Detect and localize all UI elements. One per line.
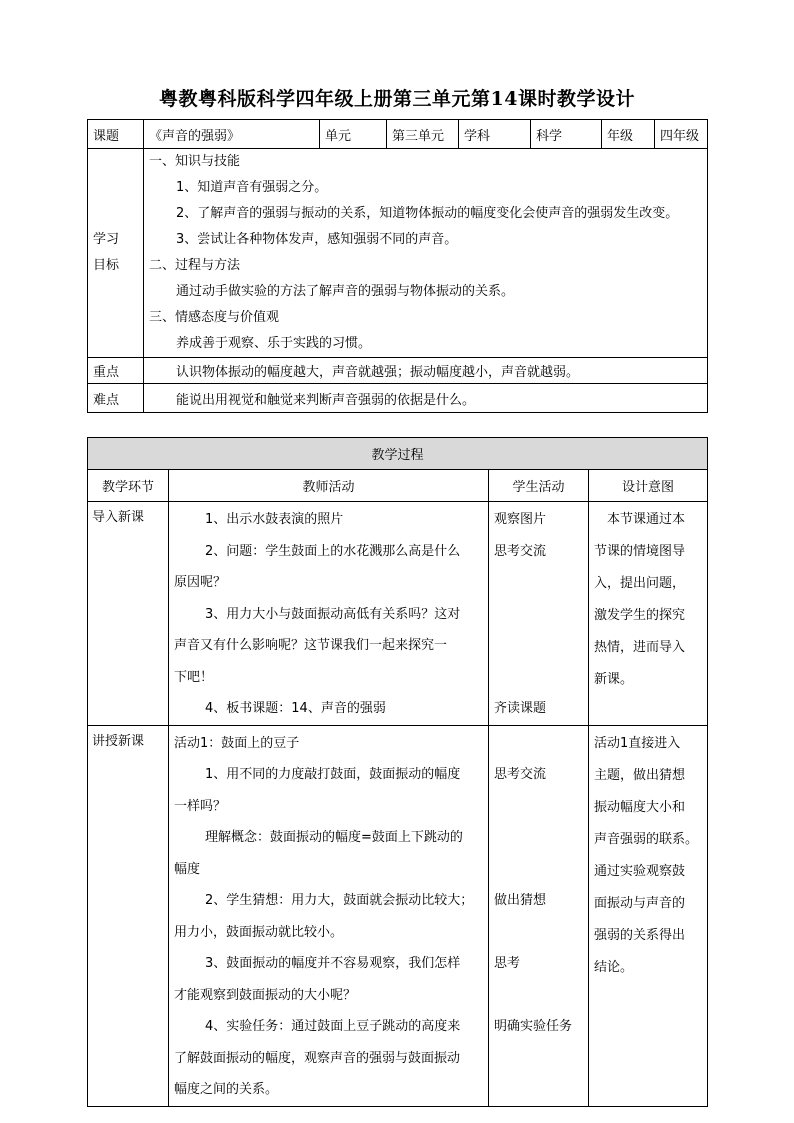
student-line [494, 917, 588, 949]
difficulty-label: 难点 [88, 384, 144, 413]
difficulty-value: 能说出用视觉和触觉来判断声音强弱的依据是什么。 [144, 384, 708, 413]
intent-line: 激发学生的探究 [594, 608, 686, 623]
intent-line: 强弱的关系得出 [594, 927, 686, 943]
unit-value: 第三单元 [387, 120, 459, 149]
teacher-line: 一样吗？ [174, 798, 227, 814]
subject-label: 学科 [459, 120, 531, 149]
intent-line: 入，提出问题， [594, 576, 686, 591]
goal-item: 养成善于观察、乐于实践的习惯。 [176, 336, 372, 351]
key-value: 认识物体振动的幅度越大，声音就越强；振动幅度越小，声音就越弱。 [144, 358, 708, 384]
teacher-line: 才能观察到鼓面振动的大小呢？ [174, 987, 357, 1003]
goal-item: 3、尝试让各种物体发声，感知强弱不同的声音。 [176, 232, 458, 247]
teacher-line: 用力小，鼓面振动就比较小。 [174, 924, 344, 940]
process-heading: 教学过程 [88, 438, 708, 470]
student-line [494, 854, 588, 886]
intro-student [489, 502, 589, 726]
col-stage-header: 教学环节 [88, 470, 169, 502]
goals-content [144, 149, 708, 358]
teacher-line: 4、实验任务：通过鼓面上豆子跳动的高度来 [205, 1019, 461, 1034]
topic-label: 课题 [88, 120, 144, 149]
page-title: 粤教粤科版科学四年级上册第三单元第14课时教学设计 [159, 88, 635, 110]
teacher-line: 3、用力大小与鼓面振动高低有关系吗？这对 [205, 606, 461, 622]
goals-label-line: 目标 [93, 258, 120, 273]
student-line [494, 1043, 588, 1075]
intent-line: 本节课通过本 [607, 512, 686, 527]
student-line [494, 662, 588, 694]
lecture-stage [88, 725, 169, 1106]
student-line [494, 980, 588, 1012]
student-line: 思考交流 [494, 543, 547, 559]
intro-stage-label: 导入新课 [92, 510, 145, 525]
student-line [494, 791, 588, 823]
intent-line: 结论。 [594, 959, 634, 975]
student-line [494, 599, 588, 631]
intent-line: 面振动与声音的 [594, 895, 686, 911]
student-line: 观察图片 [494, 512, 547, 527]
intent-line: 热情，进而导入 [594, 640, 686, 655]
student-line [494, 1074, 588, 1106]
lecture-teacher [169, 725, 489, 1106]
student-line: 明确实验任务 [494, 1019, 573, 1034]
teacher-line: 3、鼓面振动的幅度并不容易观察，我们怎样 [205, 956, 461, 971]
teacher-line: 理解概念：鼓面振动的幅度=鼓面上下跳动的 [205, 830, 463, 845]
student-line [494, 822, 588, 854]
teacher-line: 2、问题：学生鼓面上的水花溅那么高是什么 [205, 543, 461, 559]
student-line: 做出猜想 [494, 893, 547, 908]
teacher-line: 2、学生猜想：用力大，鼓面就会振动比较大； [205, 893, 474, 908]
teacher-line: 4、板书课题：14、声音的强弱 [205, 701, 386, 716]
col-intent-header: 设计意图 [589, 470, 708, 502]
goal-item: 通过动手做实验的方法了解声音的强弱与物体振动的关系。 [176, 284, 515, 299]
goal-item: 1、知道声音有强弱之分。 [176, 180, 328, 195]
teacher-line: 1、用不同的力度敲打鼓面，鼓面振动的幅度 [205, 767, 461, 782]
goal-item: 2、了解声音的强弱与振动的关系，知道物体振动的幅度变化会使声音的强弱发生改变。 [176, 206, 679, 221]
intro-intent [589, 502, 708, 726]
lecture-stage-label: 讲授新课 [92, 733, 145, 749]
intent-line: 节课的情境图导 [594, 544, 686, 559]
goal-heading: 三、情感态度与价值观 [149, 310, 280, 325]
teacher-line: 幅度之间的关系。 [174, 1082, 279, 1097]
student-line: 思考交流 [494, 767, 547, 782]
student-line [494, 567, 588, 599]
student-line: 齐读课题 [494, 701, 547, 716]
intro-teacher [169, 502, 489, 726]
unit-label: 单元 [320, 120, 387, 149]
subject-value: 科学 [531, 120, 602, 149]
lecture-student [489, 725, 589, 1106]
intent-line: 振动幅度大小和 [594, 799, 686, 815]
info-table [87, 119, 708, 413]
process-table [87, 437, 708, 1107]
student-line: 思考 [494, 956, 521, 971]
intent-line: 主题，做出猜想 [594, 767, 686, 783]
teacher-line: 幅度 [174, 861, 201, 877]
col-teacher-header: 教师活动 [169, 470, 489, 502]
grade-label: 年级 [602, 120, 655, 149]
goal-heading: 二、过程与方法 [149, 258, 241, 273]
teacher-line: 声音又有什么影响呢？这节课我们一起来探究一 [174, 638, 448, 653]
teacher-line: 活动1：鼓面上的豆子 [174, 735, 300, 751]
intent-line: 新课。 [594, 672, 634, 687]
col-student-header: 学生活动 [489, 470, 589, 502]
intent-line: 声音强弱的联系。 [594, 831, 699, 847]
teacher-line: 下吧！ [174, 669, 214, 685]
lecture-intent [589, 725, 708, 1106]
intent-line: 通过实验观察鼓 [594, 863, 686, 879]
student-line [494, 728, 588, 760]
key-label: 重点 [88, 358, 144, 384]
grade-value: 四年级 [655, 120, 708, 149]
teacher-line: 1、出示水鼓表演的照片 [205, 512, 344, 527]
goals-label-line: 学习 [93, 232, 120, 247]
student-line [494, 630, 588, 662]
intro-stage [88, 502, 169, 726]
teacher-line: 了解鼓面振动的幅度，观察声音的强弱与鼓面振动 [174, 1050, 461, 1066]
teacher-line: 原因呢？ [174, 575, 227, 590]
topic-value: 《声音的强弱》 [144, 120, 320, 149]
intent-line: 活动1直接进入 [594, 735, 681, 751]
goals-label [88, 149, 144, 358]
goal-heading: 一、知识与技能 [149, 154, 241, 169]
